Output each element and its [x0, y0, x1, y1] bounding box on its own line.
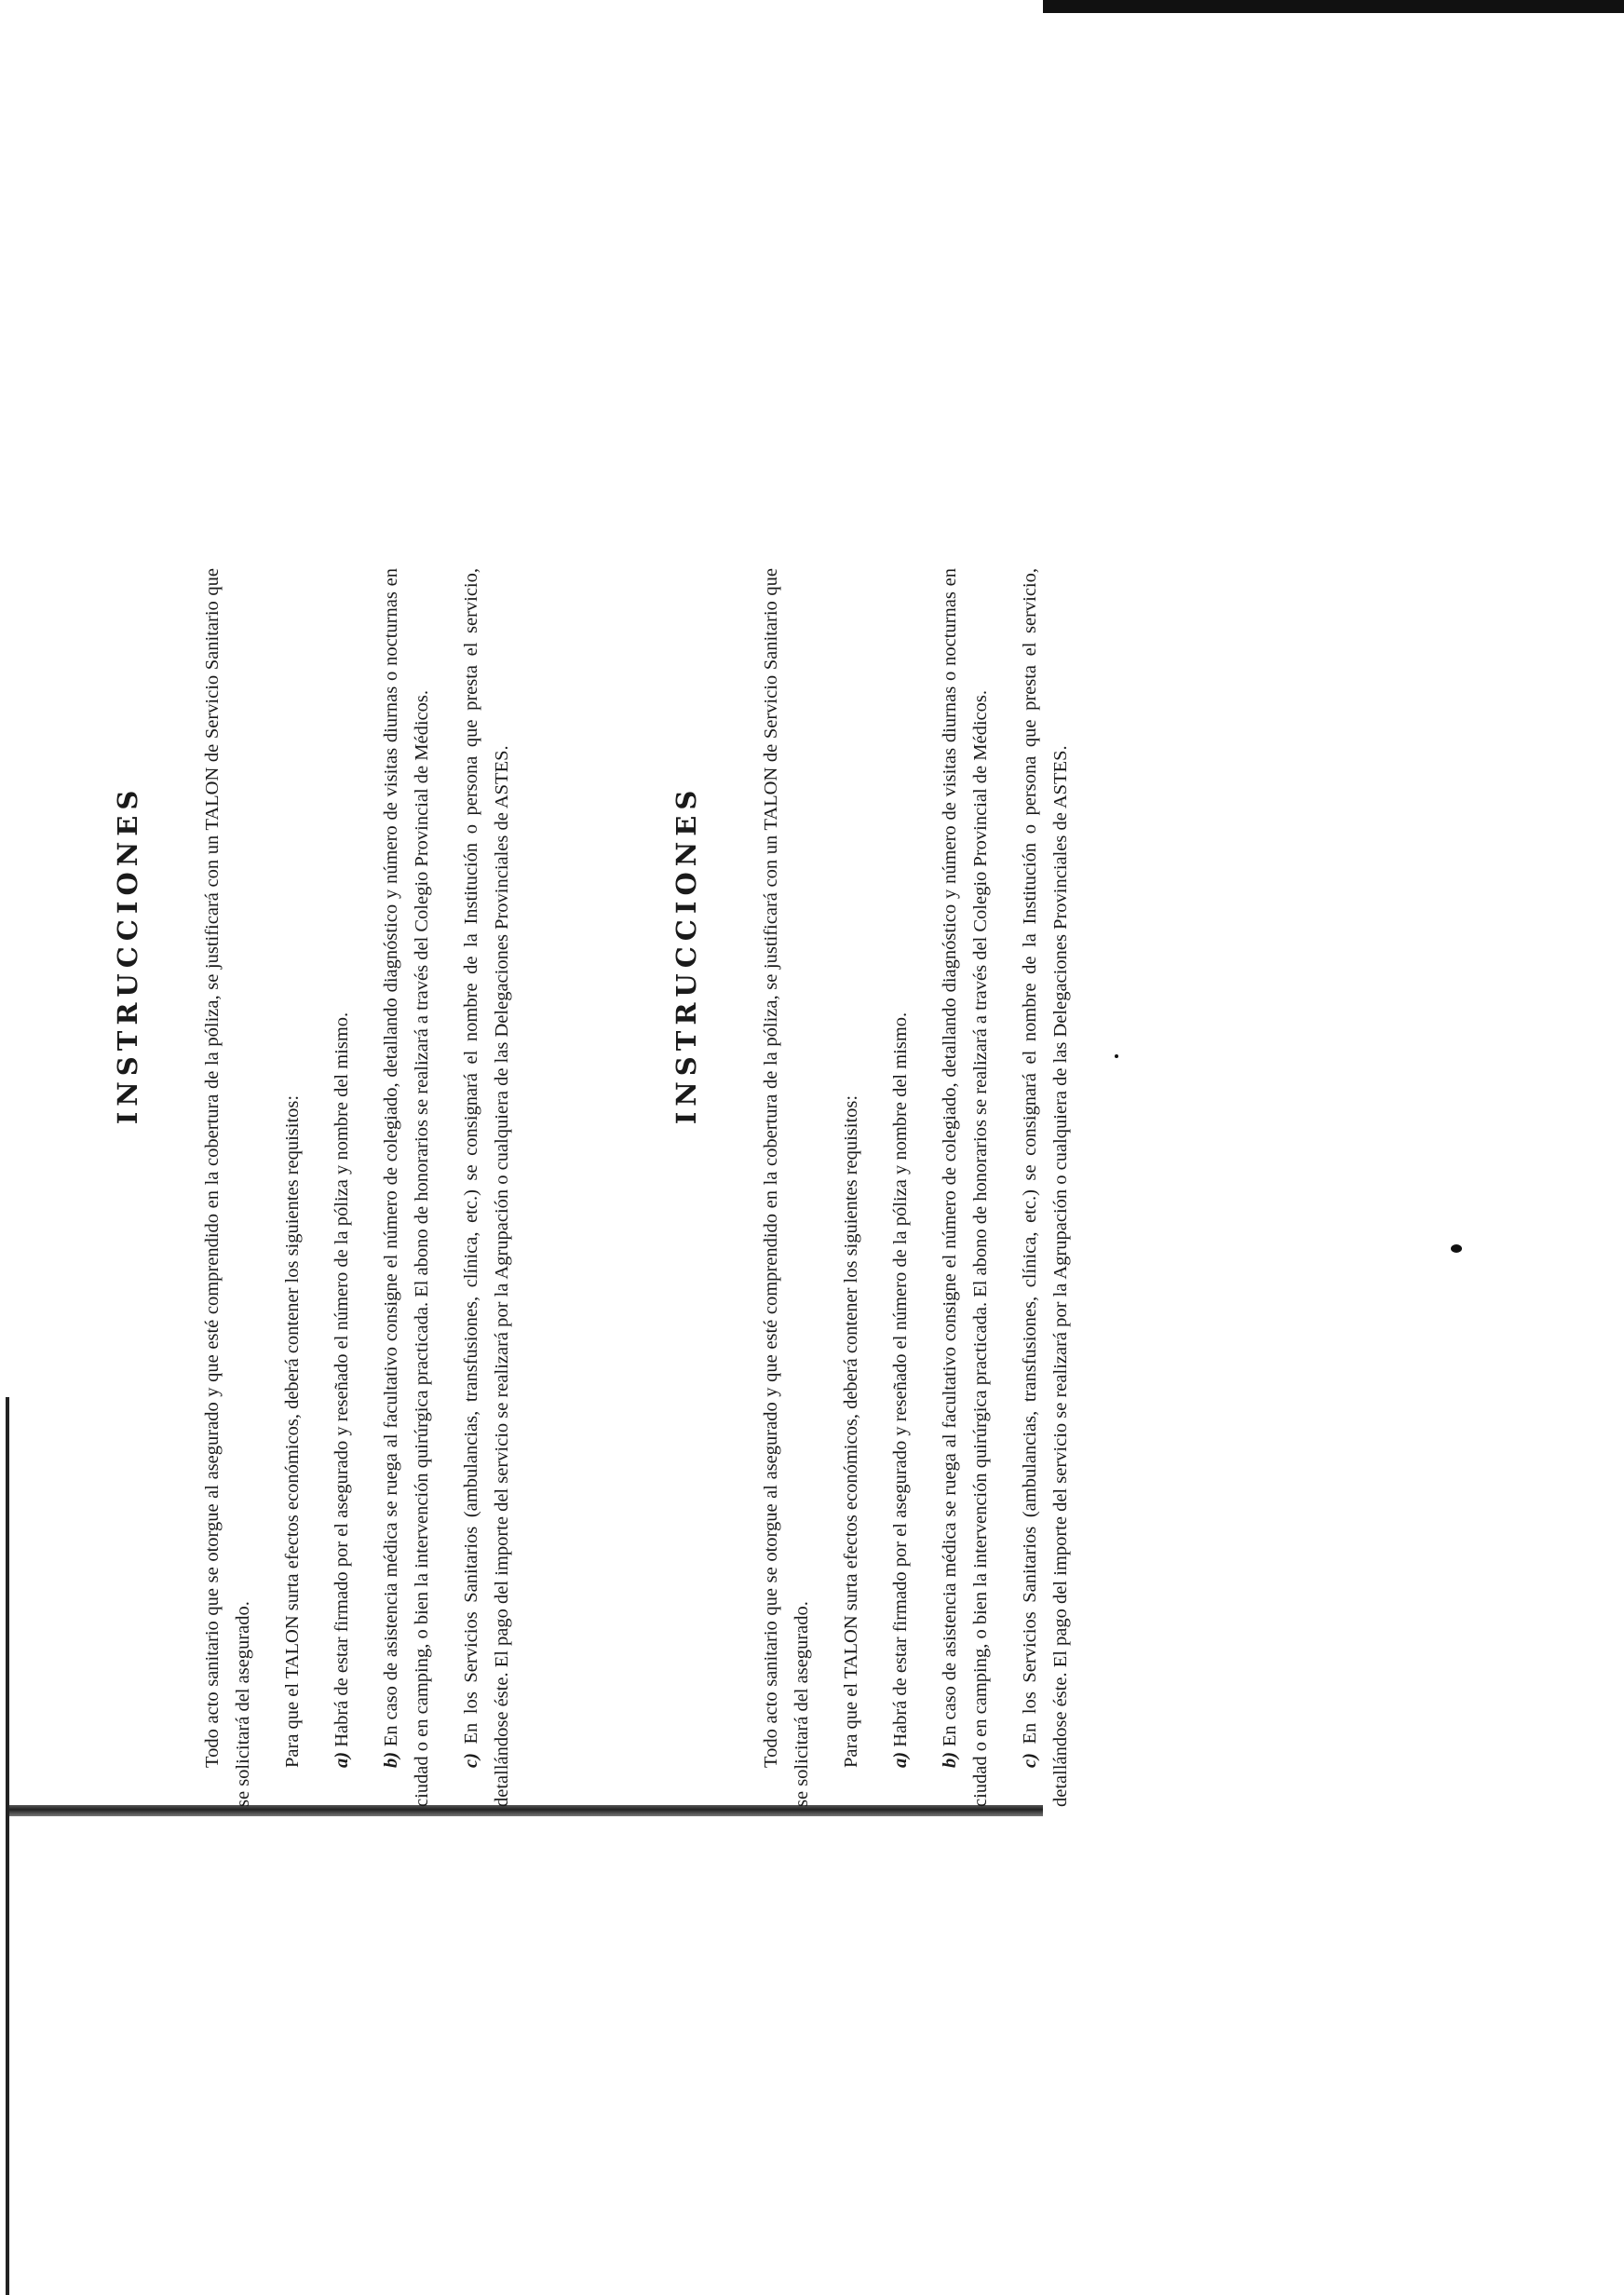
ink-speck — [1451, 1244, 1462, 1253]
item-label: b) — [381, 1751, 401, 1768]
item-text: Habrá de estar firmado por el asegurado y reseñado el número de la póliza y nombre del mismo. — [890, 1012, 911, 1747]
panel-heading: INSTRUCCIONES — [112, 784, 143, 1125]
item-text: Habrá de estar firmado por el asegurado y reseñado el número de la póliza y nombre del mismo. — [332, 1012, 352, 1747]
scan-top-edge — [1043, 0, 1624, 13]
requirement-item-b — [935, 568, 996, 1807]
requirement-item-c — [456, 568, 518, 1807]
requirement-item-c — [1015, 568, 1076, 1807]
requirement-item-b — [376, 568, 438, 1807]
item-text: En caso de asistencia médica se ruega al facultativo consigne el número de colegiado, detallando diagnóstico y número de visitas diurnas o nocturnas en ciudad o en camping, o bien la intervención quirúrgica practicada. El abono de honorarios se realizará a través del Colegio Provincial de Médicos. — [940, 568, 991, 1807]
item-label: a) — [890, 1751, 911, 1768]
item-text: En los Servicios Sanitarios (ambulancias, transfusiones, clínica, etc.) se consignará el nombre de la Institución o persona que presta el servicio, detallándose éste. El pago del importe del servicio se realizará por la Agrupación o cualquiera de las Delegaciones Provinciales de ASTES. — [1020, 567, 1071, 1807]
item-label: c) — [461, 1753, 481, 1768]
item-text: En caso de asistencia médica se ruega al facultativo consigne el número de colegiado, detallando diagnóstico y número de visitas diurnas o nocturnas en ciudad o en camping, o bien la intervención quirúrgica practicada. El abono de honorarios se realizará a través del Colegio Provincial de Médicos. — [381, 568, 432, 1807]
item-label: c) — [1020, 1753, 1040, 1768]
requirements-intro: Para que el TALON surta efectos económicos, deberá contener los siguientes requisitos: — [282, 1094, 303, 1768]
item-label: a) — [332, 1751, 352, 1768]
instructions-panel-right — [670, 214, 1266, 1919]
intro-paragraph: Todo acto sanitario que se otorgue al asegurado y que esté comprendido en la cobertura de la póliza, se justificará con un TALON de Servicio Sanitario que se solicitará del asegurado. — [202, 568, 253, 1807]
scan-left-rule — [6, 1397, 9, 2295]
intro-paragraph: Todo acto sanitario que se otorgue al asegurado y que esté comprendido en la cobertura de la póliza, se justificará con un TALON de Servicio Sanitario que se solicitará del asegurado. — [761, 568, 812, 1807]
requirements-intro: Para que el TALON surta efectos económicos, deberá contener los siguientes requisitos: — [841, 1094, 861, 1768]
requirement-item-a — [327, 568, 358, 1807]
requirement-item-a — [886, 568, 916, 1807]
item-text: En los Servicios Sanitarios (ambulancias, transfusiones, clínica, etc.) se consignará el nombre de la Institución o persona que presta el servicio, detallándose éste. El pago del importe del servicio se realizará por la Agrupación o cualquiera de las Delegaciones Provinciales de ASTES. — [461, 567, 512, 1807]
panel-heading: INSTRUCCIONES — [670, 784, 702, 1125]
item-label: b) — [940, 1751, 960, 1768]
instructions-panel-left — [112, 214, 708, 1919]
